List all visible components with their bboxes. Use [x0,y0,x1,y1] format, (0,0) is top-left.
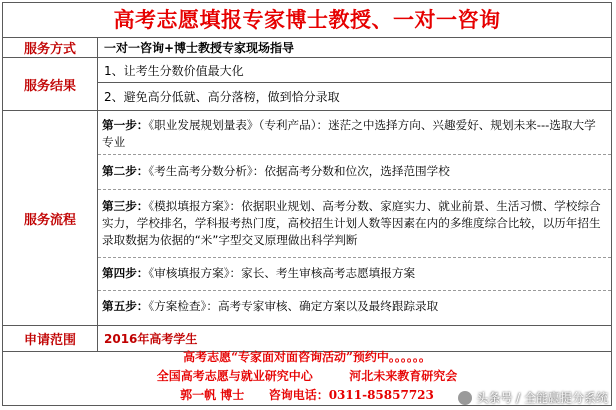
results-item-1: 1、让考生分数价值最大化 [98,58,612,83]
step-3-text: 《模拟填报方案》：依据职业规划、高考分数、家庭实力、就业前景、生活习惯、学校综合实力，学校排名，学科报考热门度，高校招生计划人数等因素在内的多维度综合比较，以历年招生录取数据为依据的“米”字型交叉原理做出科学判断 [102,199,601,247]
results-item-2: 2、避免高分低就、高分落榜，做到恰分录取 [98,83,612,111]
service-table [2,2,612,406]
step-5-text: 《方案检查》：高考专家审核、确定方案以及最终跟踪录取 [148,299,439,313]
step-2-text: 《考生高考分数分析》：依据高考分数和位次，选择范围学校 [148,164,450,178]
toutiao-logo-icon [458,391,472,405]
page-title: 高考志愿填报专家博士教授、一对一咨询 [3,3,611,38]
label-scope: 申请范围 [3,326,98,352]
contact-phone: 咨询电话：0311-85857723 [268,388,434,402]
value-method: 一对一咨询+博士教授专家现场指导 [98,38,612,58]
service-grid [3,38,611,352]
step-5 [98,290,611,322]
contact-name: 郭一帆 博士 [180,388,245,402]
step-2-head: 第二步： [102,164,149,178]
watermark-text: 头条号 / 全能赢提分系统 [476,391,608,405]
footer-line-2 [3,367,611,386]
step-4-head: 第四步： [102,266,149,280]
step-4-text: 《审核填报方案》：家长、考生审核高考志愿填报方案 [148,266,416,280]
footer-org-1: 全国高考志愿与就业研究中心 [156,369,313,383]
step-1-text: 《职业发展规划量表》（专利产品）：迷茫之中选择方向、兴趣爱好、规划未来---选取大学专业 [102,118,596,149]
watermark [458,389,608,406]
footer-line-1: 高考志愿“专家面对面咨询活动”预约中。。。。。。 [183,350,431,364]
label-method: 服务方式 [3,38,98,58]
process-steps [98,111,612,326]
step-3 [98,189,611,257]
label-process: 服务流程 [3,111,98,326]
step-2 [98,154,611,189]
step-1 [98,114,611,154]
step-1-head: 第一步： [102,118,149,132]
footer-org-2: 河北未来教育研究会 [349,369,458,383]
step-4 [98,257,611,290]
value-scope: 2016年高考学生 [98,326,612,352]
label-results: 服务结果 [3,58,98,111]
step-5-head: 第五步： [102,299,149,313]
step-3-head: 第三步： [102,199,149,213]
